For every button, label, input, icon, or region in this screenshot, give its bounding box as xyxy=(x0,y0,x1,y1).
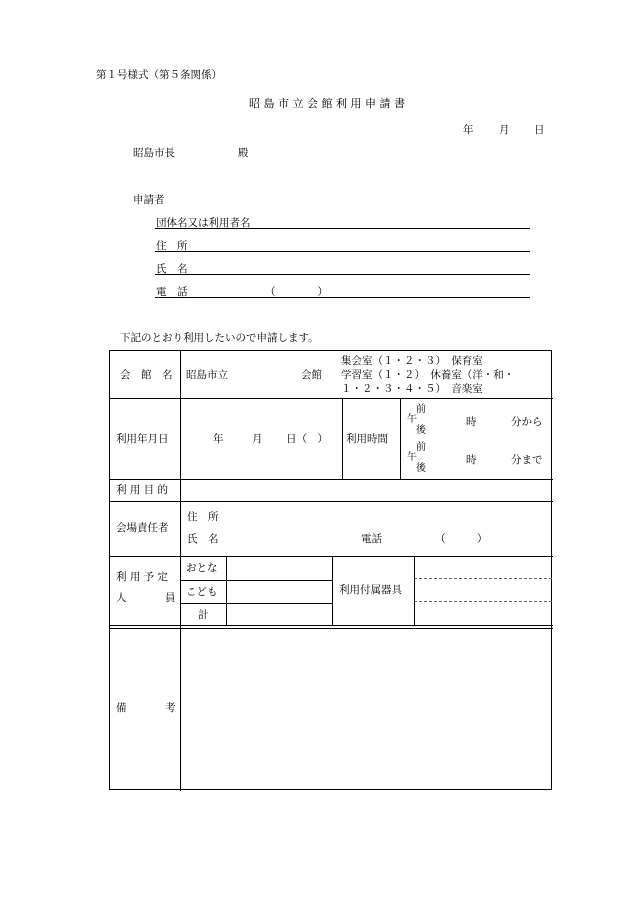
date-year-label: 年 xyxy=(463,124,474,136)
manager-phone-paren: （ ） xyxy=(435,533,488,545)
applicant-name-label: 氏 名 xyxy=(156,263,188,275)
notes-label-left: 備 xyxy=(116,702,127,714)
hall-prefix: 昭島市立 xyxy=(186,369,228,381)
ampm-left-1: 午 xyxy=(407,414,417,425)
child-label: こども xyxy=(186,586,218,598)
until-label: 分まで xyxy=(511,454,543,466)
date-month-label: 月 xyxy=(499,124,510,136)
hall-suffix: 会館 xyxy=(301,369,322,381)
date-label: 利用年月日 xyxy=(116,433,169,445)
date-day-label: 日 xyxy=(534,124,545,136)
application-table xyxy=(109,350,552,790)
notes-label-right: 考 xyxy=(165,702,176,714)
manager-phone-label: 電話 xyxy=(361,533,382,545)
date-month: 月 xyxy=(252,433,263,445)
ampm-top-1: 前 xyxy=(416,404,426,415)
addressee-name: 昭島市長 xyxy=(133,147,175,159)
ampm-bottom-1: 後 xyxy=(416,425,426,436)
rooms-line-2[interactable]: 学習室（１・２） 休養室（洋・和・ xyxy=(341,369,515,381)
addressee-honorific: 殿 xyxy=(238,147,249,159)
time-label: 利用時間 xyxy=(346,433,388,445)
applicant-address-line[interactable] xyxy=(155,251,530,252)
ampm-top-2: 前 xyxy=(416,442,426,453)
people-label-line1: 利 用 予 定 xyxy=(116,571,169,583)
applicant-address-label: 住 所 xyxy=(156,240,188,252)
from-label: 分から xyxy=(511,416,543,428)
applicant-phone-label: 電 話 xyxy=(156,286,188,298)
hour-1: 時 xyxy=(466,416,477,428)
purpose-label: 利 用 目 的 xyxy=(116,484,169,496)
applicant-group-line[interactable] xyxy=(155,228,530,229)
applicant-phone-line[interactable] xyxy=(155,297,530,298)
people-label-line2-left: 人 xyxy=(116,592,127,604)
rooms-line-1[interactable]: 集会室（１・２・３） 保育室 xyxy=(341,355,483,367)
rooms-line-3[interactable]: １・２・３・４・５） 音楽室 xyxy=(341,383,483,395)
applicant-heading: 申請者 xyxy=(133,194,165,206)
form-title: 昭 島 市 立 会 館 利 用 申 請 書 xyxy=(249,97,405,110)
form-id: 第１号様式（第５条関係） xyxy=(96,69,222,81)
manager-address-label: 住 所 xyxy=(187,511,219,523)
manager-label: 会場責任者 xyxy=(116,522,169,534)
applicant-group-label: 団体名又は利用者名 xyxy=(156,217,251,229)
equipment-label: 利用付属器具 xyxy=(339,584,402,596)
total-label: 計 xyxy=(198,609,209,621)
manager-name-label: 氏 名 xyxy=(187,533,219,545)
adult-label: おとな xyxy=(186,562,218,574)
people-label-line2-right: 員 xyxy=(165,592,176,604)
ampm-bottom-2: 後 xyxy=(416,463,426,474)
date-day: 日（ ） xyxy=(286,433,328,445)
applicant-phone-paren: （ ） xyxy=(265,286,328,298)
applicant-name-line[interactable] xyxy=(155,274,530,275)
hour-2: 時 xyxy=(466,454,477,466)
date-year: 年 xyxy=(213,433,224,445)
ampm-left-2: 午 xyxy=(407,452,417,463)
hall-name-label: 会 館 名 xyxy=(120,369,173,381)
intro-text: 下記のとおり利用したいので申請します。 xyxy=(120,332,319,344)
